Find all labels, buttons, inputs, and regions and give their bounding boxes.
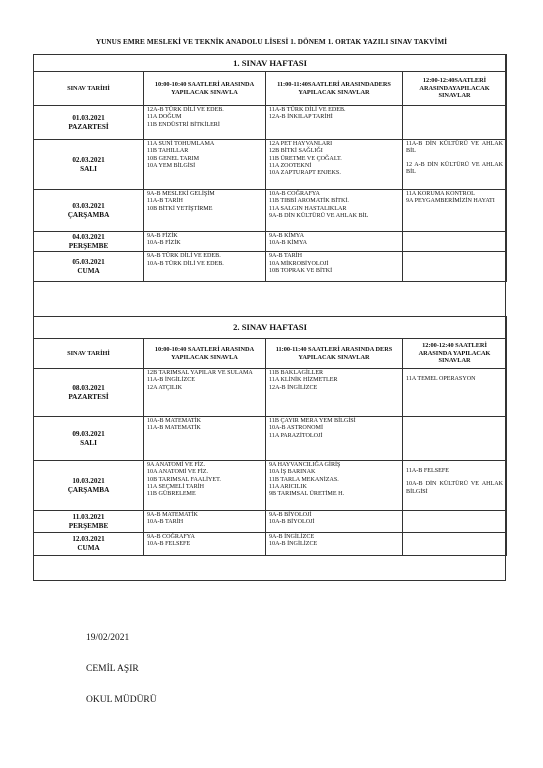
slot2-cell <box>266 190 403 232</box>
exam-entry: 11A KORUMA KONTROL <box>406 191 475 197</box>
slot2-cell <box>266 106 403 140</box>
schedule-row <box>34 232 507 252</box>
slot3-cell <box>403 533 507 556</box>
exam-entry: 12A-B İNGİLİZCE <box>269 384 318 391</box>
slot3-cell <box>403 140 507 190</box>
exam-entry: 9A HAYVANCILIĞA GİRİŞ <box>269 462 341 468</box>
header-slot3: 12:00-12:40 SAATLERİ ARASINDA YAPILACAK SINAVLAR <box>403 339 507 369</box>
exam-entry: 12B BİTKİ SAĞLIĞI <box>269 148 323 155</box>
header-slot3: 12:00-12:40SAATLERİ ARASINDAYAPILACAK SINAVLAR <box>403 72 507 106</box>
exam-entry: 10A-B COĞRAFYA <box>269 191 320 197</box>
exam-entry: 11B GÜBRELEME <box>147 491 196 498</box>
slot2-cell <box>266 232 403 252</box>
exam-entry: 11A KLİNİK HİZMETLER <box>269 377 338 384</box>
exam-entry: 11A TEMEL OPERASYON <box>406 376 476 382</box>
exam-date: 11.03.2021 <box>72 512 105 521</box>
exam-entry: 10A-B FELSEFE <box>147 541 191 548</box>
exam-entry: 11A ARICILIK <box>269 483 307 490</box>
slot3-cell <box>403 190 507 232</box>
slot1-cell <box>144 533 266 556</box>
exam-entry: 12A-B İNKILAP TARİHİ <box>269 114 333 121</box>
exam-entry: 11B TARLA MEKANİZAS. <box>269 476 339 483</box>
exam-entry: 10A-B TARİH <box>147 519 184 526</box>
schedule-row <box>34 417 507 461</box>
exam-entry: 10A YEM BİLGİSİ <box>147 162 196 169</box>
exam-entry: 9A ANATOMİ VE FİZ. <box>147 462 206 468</box>
date-cell <box>34 533 144 556</box>
exam-day: PAZARTESİ <box>68 392 109 401</box>
exam-entry: 10A-B İNGİLİZCE <box>269 541 318 548</box>
slot2-cell <box>266 417 403 461</box>
exam-entry: 10A ZAPTURAPT ENJEKS. <box>269 170 341 177</box>
exam-date: 10.03.2021 <box>72 476 105 485</box>
exam-entry: 10A-B KİMYA <box>269 240 308 247</box>
exam-entry: 12A PET HAYVANLARI <box>269 141 333 147</box>
exam-entry: 11A-B DİN KÜLTÜRÜ VE AHLAK BİL <box>406 141 504 155</box>
date-cell <box>34 190 144 232</box>
exam-entry: 9A-B TARİH <box>269 253 303 260</box>
document-title: YUNUS EMRE MESLEKİ VE TEKNİK ANADOLU LİSESİ 1. DÖNEM 1. ORTAK YAZILI SINAV TAKVİMİ <box>95 38 448 46</box>
slot1-cell <box>144 252 266 282</box>
exam-entry: 11A SEÇMELİ TARİH <box>147 483 205 490</box>
exam-entry: 11B BAKLAGİLLER <box>269 370 324 376</box>
exam-entry: 10A-B BİYOLOJİ <box>269 519 315 526</box>
slot1-cell <box>144 232 266 252</box>
exam-entry: 10A MİKROBİYOLOJİ <box>269 260 329 267</box>
exam-day: CUMA <box>77 544 100 552</box>
exam-entry: 9A-B İNGİLİZCE <box>269 534 315 540</box>
slot3-cell <box>403 252 507 282</box>
exam-entry: 11A SUNİ TOHUMLAMA <box>147 141 215 147</box>
week1-title: 1. SINAV HAFTASI <box>34 55 507 72</box>
slot2-cell <box>266 533 403 556</box>
exam-entry: 11B ÇAYIR MERA YEM BİLGİSİ <box>269 418 356 424</box>
exam-entry: 12B TARIMSAL YAPILAR VE SULAMA <box>147 370 253 376</box>
exam-entry: 9A-B FİZİK <box>147 233 178 239</box>
exam-entry: 10B TARIMSAL FAALİYET. <box>147 476 221 483</box>
exam-entry: 11B TIBBİ AROMATİK BİTKİ. <box>269 198 349 205</box>
footer-date: 19/02/2021 <box>86 633 130 643</box>
exam-date: 04.03.2021 <box>72 233 105 241</box>
slot3-cell <box>403 232 507 252</box>
exam-entry: 10A-B ASTRONOMİ <box>269 425 324 432</box>
exam-date: 05.03.2021 <box>72 258 105 267</box>
slot3-cell <box>403 511 507 533</box>
header-slot1: 10:00-10:40 SAATLERİ ARASINDA YAPILACAK SINAVLA <box>144 72 266 106</box>
exam-entry: 12 A-B DİN KÜLTÜRÜ VE AHLAK BİL <box>406 161 504 175</box>
exam-date: 01.03.2021 <box>72 113 105 122</box>
exam-entry: 10B BİTKİ YETİŞTİRME <box>147 205 213 212</box>
exam-date: 12.03.2021 <box>72 535 105 544</box>
exam-day: PAZARTESİ <box>68 122 109 131</box>
exam-entry: 10B GENEL TARIM <box>147 155 199 162</box>
exam-entry: 11A SALGIN HASTALIKLAR <box>269 205 347 212</box>
exam-entry: 10A-B FİZİK <box>147 240 181 247</box>
slot3-cell <box>403 369 507 417</box>
exam-entry: 11A-B MATEMATİK <box>147 425 201 432</box>
schedule-row <box>34 533 507 556</box>
date-cell <box>34 417 144 461</box>
schedule-row <box>34 461 507 511</box>
exam-entry: 10A-B MATEMATİK <box>147 418 201 424</box>
exam-entry: 9B TARIMSAL ÜRETİME H. <box>269 491 345 498</box>
exam-entry: 11A PARAZİTOLOJİ <box>269 432 323 439</box>
schedule-row <box>34 140 507 190</box>
slot1-cell <box>144 417 266 461</box>
exam-date: 08.03.2021 <box>72 383 105 392</box>
date-cell <box>34 232 144 252</box>
exam-entry: 12A ATÇILIK <box>147 384 183 391</box>
exam-entry: 12A-B TÜRK DİLİ VE EDEB. <box>147 107 224 113</box>
schedule-row <box>34 190 507 232</box>
schedule-row <box>34 511 507 533</box>
slot1-cell <box>144 461 266 511</box>
slot1-cell <box>144 511 266 533</box>
date-cell <box>34 461 144 511</box>
exam-entry: 9A-B KİMYA <box>269 233 305 239</box>
header-date: SINAV TARİHİ <box>34 72 144 106</box>
exam-day: CUMA <box>77 266 100 275</box>
date-cell <box>34 369 144 417</box>
exam-entry: 10A-B DİN KÜLTÜRÜ VE AHLAK BİLGİSİ <box>406 481 504 495</box>
exam-entry: 9A-B MATEMATİK <box>147 512 198 518</box>
exam-entry: 11B TAHILLAR <box>147 148 189 155</box>
exam-entry: 11A-B TÜRK DİLİ VE EDEB. <box>269 107 346 113</box>
slot1-cell <box>144 140 266 190</box>
header-slot1: 10:00-10:40 SAATLERİ ARASINDA YAPILACAK SINAVLA <box>144 339 266 369</box>
date-cell <box>34 140 144 190</box>
schedule-row <box>34 252 507 282</box>
slot3-cell <box>403 106 507 140</box>
header-slot2: 11:00-11:40SAATLERİ ARASINDADERS YAPILACAK SINAVLAR <box>266 72 403 106</box>
exam-entry: 9A-B COĞRAFYA <box>147 534 195 540</box>
slot1-cell <box>144 106 266 140</box>
exam-date: 09.03.2021 <box>72 429 105 438</box>
exam-day: SALI <box>80 164 97 173</box>
exam-entry: 11A-B FELSEFE <box>406 468 449 474</box>
slot3-cell <box>403 461 507 511</box>
exam-entry: 11B ÜRETME VE ÇOĞALT. <box>269 155 342 162</box>
exam-entry: 11A DOĞUM <box>147 114 182 121</box>
exam-entry: 10A ANATOMİ VE FİZ. <box>147 469 209 476</box>
exam-entry: 9A-B MESLEKİ GELİŞİM <box>147 191 215 197</box>
principal-name: CEMİL AŞIR <box>86 664 139 674</box>
exam-entry: 11A ZOOTEKNİ <box>269 162 312 169</box>
exam-day: ÇARŞAMBA <box>67 485 110 494</box>
slot2-cell <box>266 511 403 533</box>
exam-entry: 9A-B DİN KÜLTÜRÜ VE AHLAK BİL <box>269 212 369 219</box>
exam-entry: 11A-B TARİH <box>147 198 183 205</box>
exam-entry: 11A-B İNGİLİZCE <box>147 377 196 384</box>
principal-role: OKUL MÜDÜRÜ <box>86 695 157 705</box>
header-date: SINAV TARİHİ <box>34 339 144 369</box>
week2-table <box>33 316 507 556</box>
date-cell <box>34 252 144 282</box>
exam-entry: 9A-B TÜRK DİLİ VE EDEB. <box>147 253 221 260</box>
date-cell <box>34 511 144 533</box>
date-cell <box>34 106 144 140</box>
slot1-cell <box>144 369 266 417</box>
exam-entry: 11B ENDÜSTRİ BİTKİLERİ <box>147 121 220 128</box>
header-slot2: 11:00-11:40 SAATLERİ ARASINDA DERS YAPILACAK SINAVLAR <box>266 339 403 369</box>
exam-day: SALI <box>80 438 97 447</box>
slot2-cell <box>266 461 403 511</box>
exam-entry: 9A-B BİYOLOJİ <box>269 512 312 518</box>
exam-date: 02.03.2021 <box>72 155 105 164</box>
exam-entry: 10A-B TÜRK DİLİ VE EDEB. <box>147 260 224 267</box>
slot2-cell <box>266 369 403 417</box>
slot2-cell <box>266 140 403 190</box>
slot3-cell <box>403 417 507 461</box>
exam-entry: 10A İŞ BARINAK <box>269 469 316 476</box>
slot2-cell <box>266 252 403 282</box>
exam-day: PERŞEMBE <box>68 241 109 250</box>
exam-day: PERŞEMBE <box>68 521 109 530</box>
exam-entry: 9A PEYGAMBERİMİZİN HAYATI <box>406 198 495 205</box>
schedule-row <box>34 106 507 140</box>
slot1-cell <box>144 190 266 232</box>
week2-title: 2. SINAV HAFTASI <box>34 317 507 339</box>
exam-date: 03.03.2021 <box>72 201 105 210</box>
exam-entry: 10B TOPRAK VE BİTKİ <box>269 267 333 274</box>
exam-day: ÇARŞAMBA <box>67 210 110 219</box>
schedule-row <box>34 369 507 417</box>
week1-table <box>33 54 507 282</box>
